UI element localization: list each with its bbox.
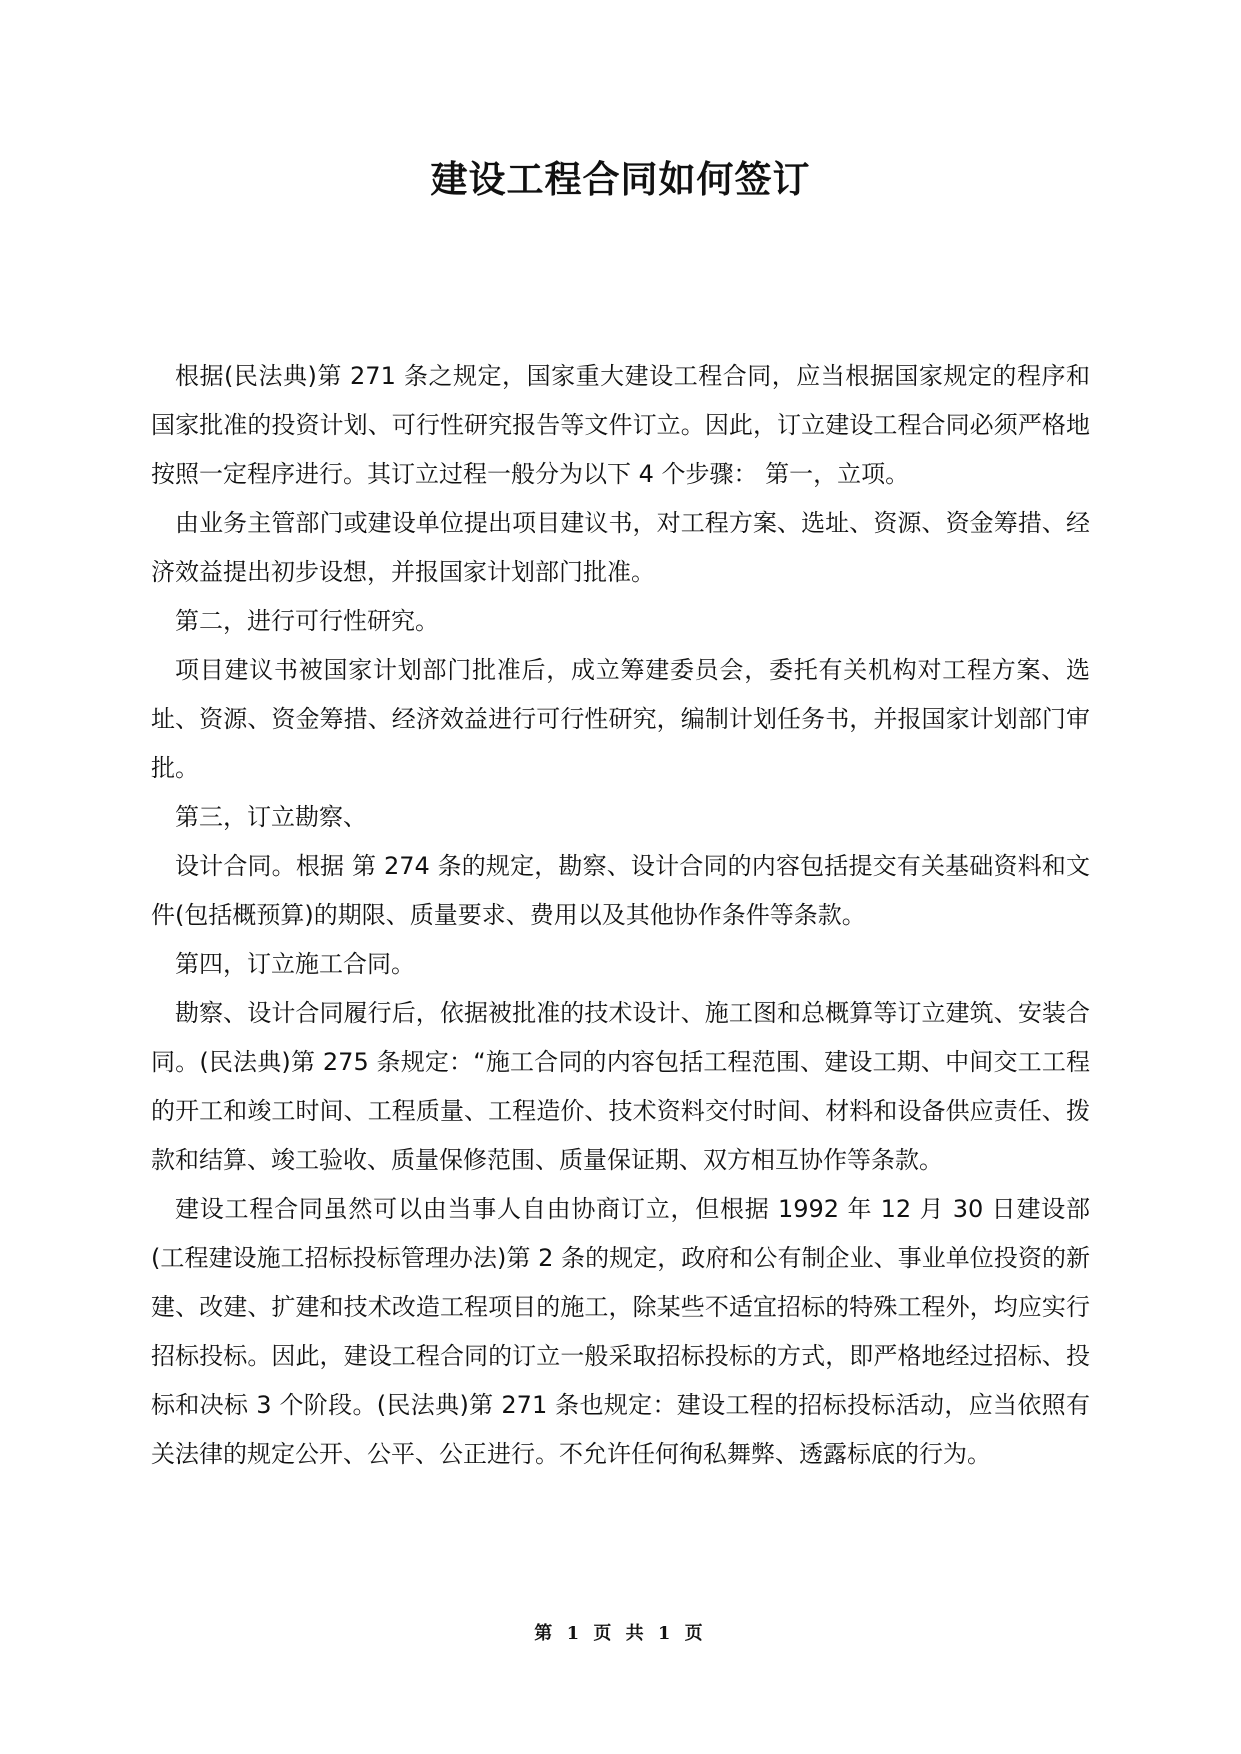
- document-title: 建设工程合同如何签订: [430, 158, 811, 201]
- paragraph-step1-detail: 由业务主管部门或建设单位提出项目建议书，对工程方案、选址、资源、资金筹措、经济效益提出初步设想，并报国家计划部门批准。: [151, 509, 1090, 586]
- paragraph-step3-heading: 第三，订立勘察、: [175, 803, 367, 831]
- paragraph-step2-heading: 第二，进行可行性研究。: [175, 607, 439, 635]
- paragraph-step4-detail: 勘察、设计合同履行后，依据被批准的技术设计、施工图和总概算等订立建筑、安装合同。(民法典)第 275 条规定：“施工合同的内容包括工程范围、建设工期、中间交工工程的开工和竣工时间、工程质量、工程造价、技术资料交付时间、材料和设备供应责任、拨款和结算、竣工验收、质量保修范围、质量保证期、双方相互协作等条款。: [151, 999, 1090, 1174]
- paragraph-step4-heading: 第四，订立施工合同。: [175, 950, 415, 978]
- paragraph-step2-detail: 项目建议书被国家计划部门批准后，成立筹建委员会，委托有关机构对工程方案、选址、资源、资金筹措、经济效益进行可行性研究，编制计划任务书，并报国家计划部门审批。: [151, 656, 1090, 782]
- page-number-footer: 第 1 页 共 1 页: [534, 1623, 707, 1644]
- paragraph-intro: 根据(民法典)第 271 条之规定，国家重大建设工程合同，应当根据国家规定的程序和国家批准的投资计划、可行性研究报告等文件订立。因此，订立建设工程合同必须严格地按照一定程序进行。其订立过程一般分为以下 4 个步骤： 第一，立项。: [151, 362, 1090, 488]
- paragraph-bidding: 建设工程合同虽然可以由当事人自由协商订立，但根据 1992 年 12 月 30 日建设部(工程建设施工招标投标管理办法)第 2 条的规定，政府和公有制企业、事业单位投资的新建、改建、扩建和技术改造工程项目的施工，除某些不适宜招标的特殊工程外，均应实行招标投标。因此，建设工程合同的订立一般采取招标投标的方式，即严格地经过招标、投标和决标 3 个阶段。(民法典)第 271 条也规定：建设工程的招标投标活动，应当依照有关法律的规定公开、公平、公正进行。不允许任何徇私舞弊、透露标底的行为。: [151, 1195, 1090, 1468]
- paragraph-step3-detail: 设计合同。根据 第 274 条的规定，勘察、设计合同的内容包括提交有关基础资料和文件(包括概预算)的期限、质量要求、费用以及其他协作条件等条款。: [151, 852, 1090, 929]
- document-body: [151, 352, 1090, 1479]
